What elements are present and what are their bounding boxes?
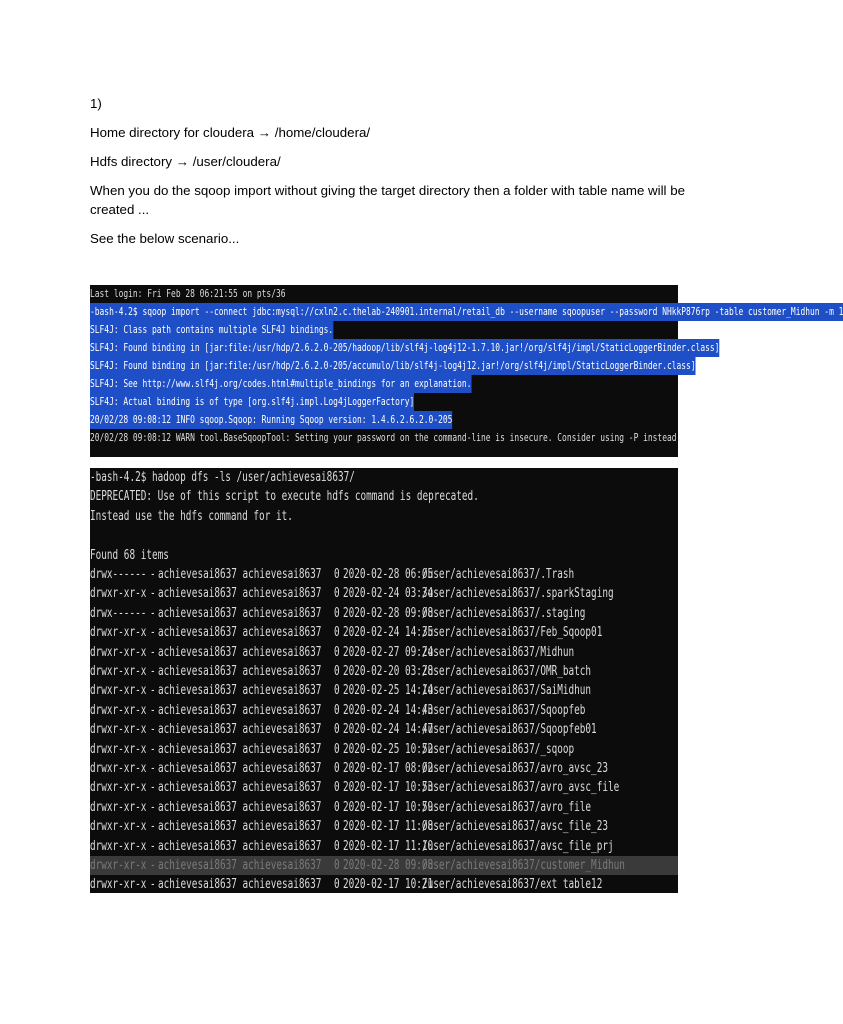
hdfs-listing-row (90, 798, 678, 817)
row-replication: - (150, 605, 156, 621)
row-owner-group: achievesai8637 achievesai8637 (158, 877, 322, 893)
row-permissions: drwxr-xr-x (90, 586, 147, 602)
terminal-line-use-hdfs: Instead use the hdfs command for it. (90, 508, 293, 524)
row-size: 0 (334, 780, 340, 796)
row-permissions: drwxr-xr-x (90, 761, 147, 776)
row-path: /user/achievesai8637/ext table12 (422, 877, 603, 893)
terminal-line-slf4j-multiple: SLF4J: Class path contains multiple SLF4J bindings. (90, 321, 333, 339)
row-permissions: drwxr-xr-x (90, 702, 147, 718)
row-replication: - (150, 780, 156, 796)
row-permissions: drwxr-xr-x (90, 722, 147, 738)
row-owner-group: achievesai8637 achievesai8637 (158, 780, 322, 796)
row-path: /user/achievesai8637/customer_Midhun (422, 858, 625, 873)
row-replication: - (150, 761, 156, 776)
row-size: 0 (334, 741, 340, 757)
row-replication: - (150, 741, 156, 757)
row-owner-group: achievesai8637 achievesai8637 (158, 761, 322, 776)
row-modified-date: 2020-02-17 08:02 (343, 761, 434, 776)
row-replication: - (150, 664, 156, 679)
row-size: 0 (334, 761, 340, 776)
terminal-screenshot-hdfs-listing (90, 468, 678, 893)
row-size: 0 (334, 819, 340, 835)
row-owner-group: achievesai8637 achievesai8637 (158, 838, 322, 854)
terminal-line-found-items: Found 68 items (90, 547, 169, 563)
hdfs-listing-row (90, 759, 678, 778)
row-modified-date: 2020-02-17 10:53 (343, 780, 434, 796)
row-path: /user/achievesai8637/SaiMidhun (422, 683, 592, 699)
row-owner-group: achievesai8637 achievesai8637 (158, 741, 322, 757)
row-modified-date: 2020-02-17 10:59 (343, 799, 434, 815)
terminal-line-last-login: Last login: Fri Feb 28 06:21:55 on pts/36 (90, 287, 286, 300)
row-owner-group: achievesai8637 achievesai8637 (158, 819, 322, 835)
row-replication: - (150, 877, 156, 893)
row-path: /user/achievesai8637/Sqoopfeb01 (422, 722, 597, 738)
home-directory-note: Home directory for cloudera → /home/cloudera/ (90, 125, 371, 140)
row-path: /user/achievesai8637/.sparkStaging (422, 586, 614, 602)
hdfs-listing-row (90, 623, 678, 642)
row-replication: - (150, 567, 156, 582)
row-path: /user/achievesai8637/avsc_file_prj (422, 838, 614, 854)
hdfs-listing-row (90, 720, 678, 739)
row-size: 0 (334, 877, 340, 893)
row-modified-date: 2020-02-24 14:43 (343, 702, 434, 718)
row-path: /user/achievesai8637/OMR_batch (422, 664, 592, 679)
row-replication: - (150, 819, 156, 835)
row-permissions: drwx------ (90, 605, 147, 621)
row-owner-group: achievesai8637 achievesai8637 (158, 722, 322, 738)
row-path: /user/achievesai8637/avro_avsc_23 (422, 761, 608, 776)
row-permissions: drwxr-xr-x (90, 819, 147, 835)
row-modified-date: 2020-02-28 09:08 (343, 605, 434, 621)
scenario-intro: See the below scenario... (90, 231, 240, 246)
row-path: /user/achievesai8637/Sqoopfeb (422, 702, 586, 718)
row-modified-date: 2020-02-24 03:34 (343, 586, 434, 602)
row-replication: - (150, 799, 156, 815)
row-owner-group: achievesai8637 achievesai8637 (158, 605, 322, 621)
terminal-line-slf4j-binding-accumulo: SLF4J: Found binding in [jar:file:/usr/hdp/2.6.2.0-205/accumulo/lib/slf4j-log4j12.jar!/org/slf4j/impl/StaticLoggerBinder.class] (90, 357, 696, 375)
row-replication: - (150, 702, 156, 718)
hdfs-listing-row (90, 875, 678, 894)
row-path: /user/achievesai8637/avsc_file_23 (422, 819, 608, 835)
row-size: 0 (334, 567, 340, 582)
hdfs-listing-row (90, 837, 678, 856)
terminal-line-slf4j-actual: SLF4J: Actual binding is of type [org.slf4j.impl.Log4jLoggerFactory] (90, 393, 414, 411)
row-permissions: drwxr-xr-x (90, 644, 147, 660)
row-permissions: drwxr-xr-x (90, 625, 147, 641)
row-permissions: drwxr-xr-x (90, 741, 147, 757)
row-size: 0 (334, 605, 340, 621)
row-owner-group: achievesai8637 achievesai8637 (158, 625, 322, 641)
row-permissions: drwxr-xr-x (90, 877, 147, 893)
row-permissions: drwxr-xr-x (90, 838, 147, 854)
hdfs-listing-row (90, 681, 678, 700)
row-path: /user/achievesai8637/_sqoop (422, 741, 575, 757)
row-modified-date: 2020-02-20 03:28 (343, 664, 434, 679)
hdfs-listing-row (90, 643, 678, 662)
row-permissions: drwxr-xr-x (90, 683, 147, 699)
row-modified-date: 2020-02-28 06:05 (343, 567, 434, 582)
row-path: /user/achievesai8637/Feb_Sqoop01 (422, 625, 603, 641)
row-permissions: drwxr-xr-x (90, 780, 147, 796)
row-size: 0 (334, 702, 340, 718)
row-replication: - (150, 858, 156, 873)
row-modified-date: 2020-02-17 10:21 (343, 877, 434, 893)
row-owner-group: achievesai8637 achievesai8637 (158, 702, 322, 718)
row-path: /user/achievesai8637/.staging (422, 605, 586, 621)
hdfs-listing-row (90, 740, 678, 759)
row-replication: - (150, 644, 156, 660)
doc-heading-number: 1) (90, 96, 102, 111)
hdfs-directory-note: Hdfs directory → /user/cloudera/ (90, 154, 281, 169)
row-replication: - (150, 625, 156, 641)
row-owner-group: achievesai8637 achievesai8637 (158, 799, 322, 815)
hdfs-listing-row (90, 584, 678, 603)
row-path: /user/achievesai8637/avro_avsc_file (422, 780, 620, 796)
row-size: 0 (334, 722, 340, 738)
hdfs-listing-row (90, 604, 678, 623)
row-size: 0 (334, 586, 340, 602)
row-owner-group: achievesai8637 achievesai8637 (158, 664, 322, 679)
terminal-line-sqoop-command: -bash-4.2$ sqoop import --connect jdbc:mysql://cxln2.c.thelab-240901.internal/retail_db --username sqoopuser --password NHkkP876rp -table customer_Midhun -m 1 (90, 303, 843, 321)
row-modified-date: 2020-02-25 10:52 (343, 741, 434, 757)
hdfs-listing-row (90, 817, 678, 836)
row-replication: - (150, 722, 156, 738)
terminal-screenshot-sqoop-import (90, 285, 843, 457)
row-path: /user/achievesai8637/.Trash (422, 567, 575, 582)
row-modified-date: 2020-02-28 09:08 (343, 858, 434, 873)
row-owner-group: achievesai8637 achievesai8637 (158, 644, 322, 660)
row-permissions: drwxr-xr-x (90, 664, 147, 679)
row-owner-group: achievesai8637 achievesai8637 (158, 586, 322, 602)
terminal-line-slf4j-see: SLF4J: See http://www.slf4j.org/codes.html#multiple_bindings for an explanation. (90, 375, 471, 393)
row-size: 0 (334, 664, 340, 679)
row-size: 0 (334, 683, 340, 699)
row-size: 0 (334, 644, 340, 660)
row-path: /user/achievesai8637/Midhun (422, 644, 575, 660)
terminal-line-hadoop-command: -bash-4.2$ hadoop dfs -ls /user/achievesai8637/ (90, 470, 355, 485)
row-size: 0 (334, 625, 340, 641)
row-replication: - (150, 838, 156, 854)
hdfs-listing-row (90, 662, 678, 681)
terminal-line-password-warn: 20/02/28 09:08:12 WARN tool.BaseSqoopTool: Setting your password on the command-line is insecure. Consider using -P instead. (90, 431, 682, 444)
hdfs-listing-row (90, 701, 678, 720)
row-owner-group: achievesai8637 achievesai8637 (158, 858, 322, 873)
row-owner-group: achievesai8637 achievesai8637 (158, 683, 322, 699)
row-size: 0 (334, 799, 340, 815)
row-modified-date: 2020-02-17 11:08 (343, 819, 434, 835)
row-path: /user/achievesai8637/avro_file (422, 799, 592, 815)
terminal-line-slf4j-binding-hadoop: SLF4J: Found binding in [jar:file:/usr/hdp/2.6.2.0-205/hadoop/lib/slf4j-log4j12-1.7.10.jar!/org/slf4j/impl/StaticLoggerBinder.class] (90, 339, 719, 357)
row-permissions: drwxr-xr-x (90, 858, 147, 873)
hdfs-listing-row (90, 565, 678, 584)
row-permissions: drwx------ (90, 567, 147, 582)
hdfs-listing-row (90, 778, 678, 797)
terminal-line-sqoop-version: 20/02/28 09:08:12 INFO sqoop.Sqoop: Running Sqoop version: 1.4.6.2.6.2.0-205 (90, 411, 452, 429)
sqoop-import-explanation: When you do the sqoop import without giving the target directory then a folder with table name will be created ... (90, 183, 685, 217)
row-modified-date: 2020-02-24 14:35 (343, 625, 434, 641)
hdfs-listing-row (90, 856, 678, 875)
terminal-line-deprecated: DEPRECATED: Use of this script to execute hdfs command is deprecated. (90, 489, 479, 505)
row-modified-date: 2020-02-25 14:14 (343, 683, 434, 699)
row-modified-date: 2020-02-27 09:24 (343, 644, 434, 660)
row-size: 0 (334, 838, 340, 854)
row-replication: - (150, 683, 156, 699)
row-owner-group: achievesai8637 achievesai8637 (158, 567, 322, 582)
row-permissions: drwxr-xr-x (90, 799, 147, 815)
row-modified-date: 2020-02-24 14:47 (343, 722, 434, 738)
row-replication: - (150, 586, 156, 602)
row-size: 0 (334, 858, 340, 873)
row-modified-date: 2020-02-17 11:10 (343, 838, 434, 854)
